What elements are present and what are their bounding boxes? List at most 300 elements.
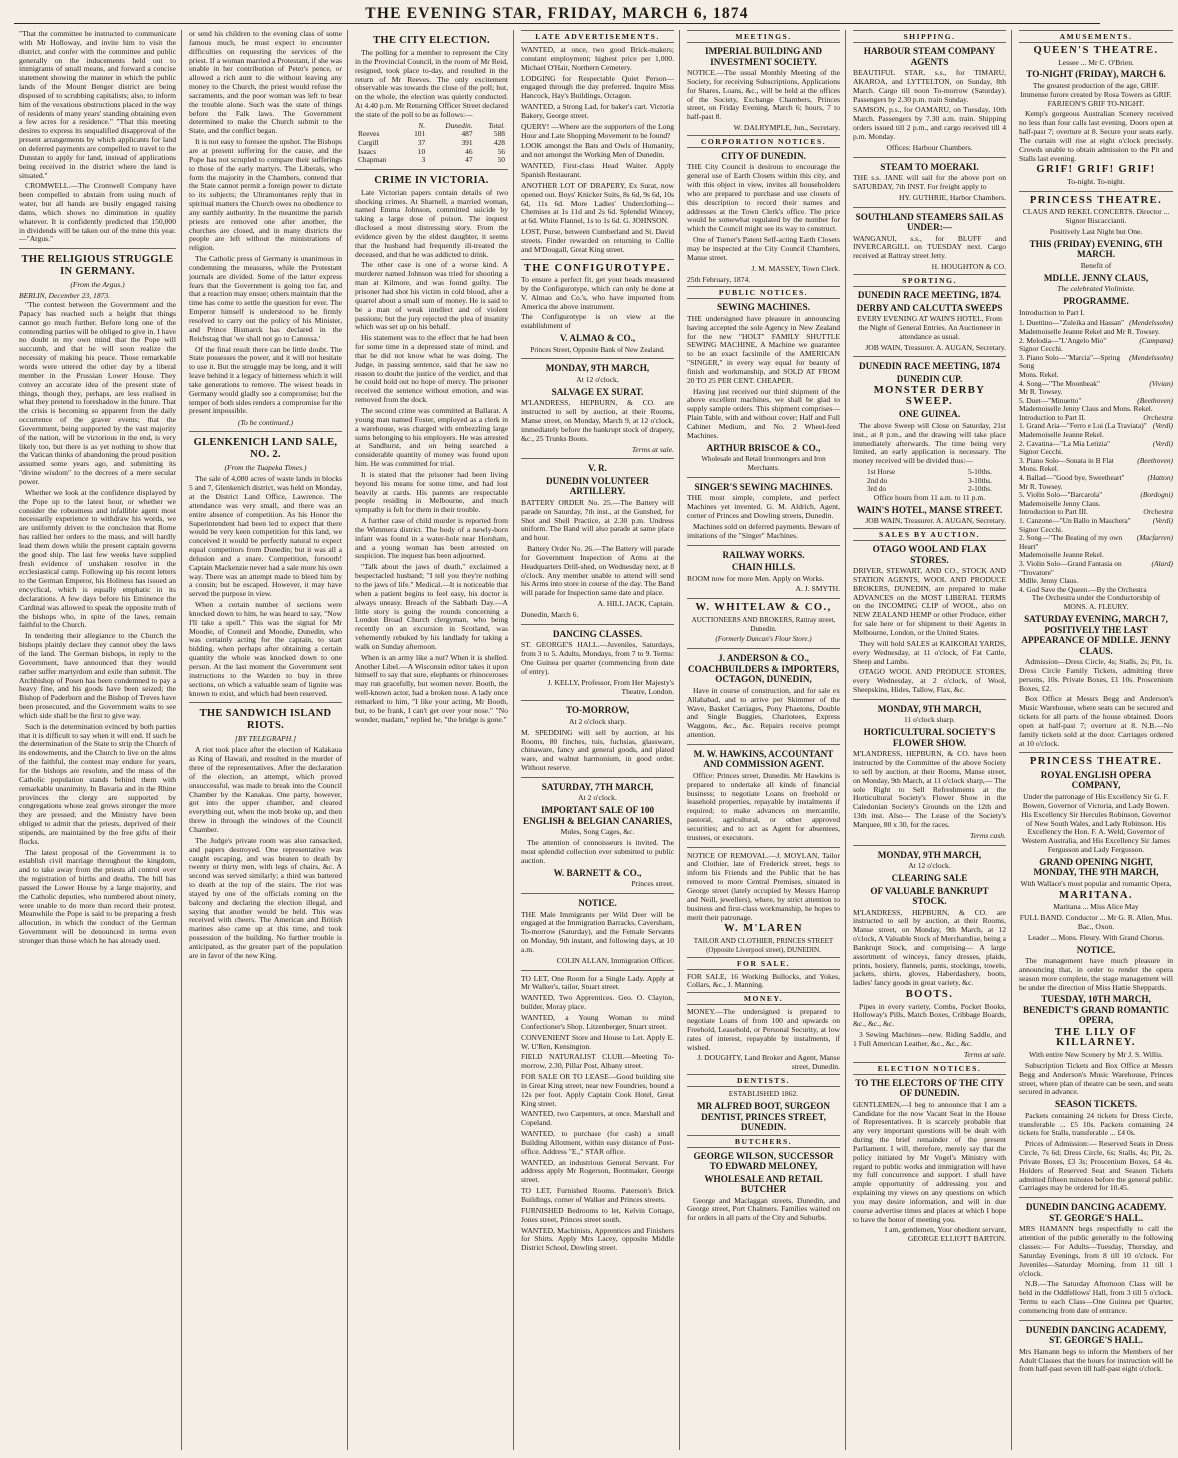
- divider: [355, 169, 508, 170]
- programme-item-composer: [1170, 586, 1173, 595]
- ad-time: 11 o'clock sharp.: [903, 715, 956, 725]
- programme-item-title: Mr R. Towsey.: [1019, 387, 1063, 397]
- ad-title: DUNEDIN VOLUNTEER ARTILLERY.: [545, 475, 650, 497]
- ad-title: SALVAGE EX SURAT.: [551, 386, 644, 397]
- section-corporation-notices: CORPORATION NOTICES.: [687, 135, 840, 148]
- programme-item-composer: (Verdi): [1152, 516, 1173, 525]
- article-text: It is stated that the prisoner had been living beyond his means for some time, and had lost heavily at cards. His parents are respectable people residing in Melbourne, and much sympathy is felt for them in their trouble.: [355, 469, 508, 515]
- ad-body: MRS HAMANN begs respectfully to call the attention of the public generally to the following classes:— For Adults—Tuesday, Thursday, and Saturday Evenings, from 8 till 10 o'clock. For Juveniles—Saturday Morning, from 11 till 1 o'clock.: [1019, 1224, 1173, 1278]
- ad-body: FULL BAND. Conductor ... Mr G. R. Allen, Mus. Bac., Oxon.: [1019, 913, 1173, 931]
- ad-body: GENTLEMEN,—I beg to announce that I am a Candidate for the now Vacant Seat in the House of Representatives. It is scarcely probable that any very important questions will be dealt with during the brief remainder of the present Parliament. I will, therefore, merely say that the policy initiated by Mr Vogel's Ministry with regard to public works and immigration will have my full concurrence and support. I shall have ample opportunity of addressing you and explaining my views on any questions on which you may desire information, and will in due course advertise times and places at which I hope to have the honor of meeting you.: [853, 1099, 1006, 1224]
- programme-item-title: Introduction to Part III.: [1019, 507, 1088, 517]
- prize-place: 1st Horse: [867, 467, 896, 477]
- programme-item: [1019, 560, 1173, 577]
- ad-body: With Wallace's most popular and romantic Opera,: [1020, 878, 1172, 888]
- table-header-cell: Dunedin.: [445, 120, 473, 130]
- programme-item: [1019, 354, 1173, 371]
- article-text: CROMWELL.—The Cromwell Company have been compelled to abstain from using much of water, but all hands are busily engaged raising dams, which shows no diminution in quality whatever. It is confidently predicted that 150,000 in dividends will be taken out of the mine this year.—"Argus.": [19, 181, 176, 244]
- article-text: "That the committee be instructed to communicate with Mr Holloway, and invite him to visit the district, and confer with the committee and public generally on the inducements held out to immigrants of small means, and forward a concise statement showing the manner in which the public lands of the Mount Benger district are being disposed of to scrubbing capitalists; also, to inform him of the vexatious obstructions placed in the way of residents of many years' standing obtaining even a few acres for a residence." "That this meeting desires to express its unqualified disapproval of the present arrangements by which applicants for land on deferred payments are compelled to travel to the Dunstan to apply for land, instead of applications being received in the district where the land is situated.": [19, 29, 176, 180]
- table-cell: 101: [414, 129, 426, 139]
- programme-item-composer: (Beethoven): [1137, 455, 1173, 465]
- ad-subtitle: OF VALUABLE BANKRUPT STOCK.: [870, 885, 989, 906]
- ad-body: The attention of connoisseurs is invited. The most splendid collection ever submitted to public auction.: [521, 838, 674, 865]
- programme-item-title: 3. Piano Solo—Sonata in B Flat: [1019, 455, 1114, 465]
- programme-title: PROGRAMME.: [1063, 296, 1129, 306]
- ad-body: WANGANUI, s.s., for BLUFF and INVERCARGILL on TUESDAY next. Cargo received at Rattray street Jetty.: [853, 233, 1006, 261]
- masthead: [14, 4, 1100, 24]
- ad-body: ROOM now for more Men. Apply on Works.: [687, 573, 824, 583]
- ad-name: W. BARNETT & CO.,: [553, 867, 642, 878]
- ad-title: DUNEDIN CUP.: [896, 373, 963, 384]
- ad-body: Leader ... Mons. Fleury. With Grand Chorus.: [1027, 932, 1165, 942]
- ad-title: RAILWAY WORKS.: [722, 549, 805, 560]
- divider: [521, 893, 674, 894]
- ad-address: Princes street.: [631, 879, 674, 889]
- article-text: A further case of child murder is reported from the Wimmera district. The body of a newly-born infant was found in a water-hole near Horsham, and a young woman has been arrested on suspicion. The inquest has been adjourned.: [355, 516, 508, 561]
- ad-body: OTAGO WOOL AND PRODUCE STORES, every Wednesday, at 2 o'clock, of Wool, Sheepskins, Hides, Tallow, Flax, &c.: [853, 667, 1006, 695]
- ad-note: Offices: Harbour Chambers.: [886, 142, 973, 152]
- programme-item-composer: (Mendelssohn): [1129, 318, 1173, 328]
- ad-title: QUEEN'S THEATRE.: [1033, 45, 1159, 56]
- classified-ad: ANOTHER LOT OF DRAPERY, Ex Surat, now opened out. Boys' Knicker Suits, 8s 6d, 9s 6d, 10s 6d, 11s 6d. More Ladies' Underclothing—Chemises at 1s 11d and 2s 6d. Splendid Wincey, at 6d. White Flannel, 1s to 1s 6d. G. JOHNSON.: [521, 180, 674, 226]
- classified-ad: LOOK amongst the Bats and Owls of Humanity, and not amongst the Working Men of Dunedin.: [521, 141, 674, 160]
- ad-body: Pipes in every variety, Combs, Pocket Books, Holloway's Pills, Match Boxes, Cribbage Boards, &c., &c., &c.: [853, 1001, 1006, 1029]
- programme-item-composer: (Mendelssohn): [1129, 352, 1173, 362]
- ad-title: GRIF! GRIF! GRIF!: [1036, 164, 1156, 176]
- divider: [687, 545, 840, 546]
- ad-date: TUESDAY, 10TH MARCH, BENEDICT'S GRAND ROMANTIC OPERA,: [1023, 994, 1169, 1026]
- ad-title: SEASON TICKETS.: [1054, 1099, 1138, 1110]
- column-1: [14, 30, 182, 1450]
- ad-title: CLEARING SALE: [891, 873, 968, 883]
- ad-subtitle: WHOLESALE AND RETAIL BUTCHER: [704, 1173, 823, 1194]
- article-text: The Catholic press of Germany is unanimous in condemning the measures, while the Protestant journals are divided. Some of the latter express fears that the Government is going too far, and that a reaction may ensue; others maintain that the time has come to settle the question for ever. The Emperor himself is understood to be firmly resolved to carry out the policy of his Minister, and Prince Bismarck has declared in the Reichstag that 'we shall not go to Canossa.': [189, 254, 342, 343]
- ad-signature: H. HOUGHTON & CO.: [931, 262, 1006, 272]
- headline-city-election: THE CITY ELECTION.: [373, 35, 490, 46]
- section-meetings: MEETINGS.: [687, 30, 840, 43]
- article-text: His statement was to the effect that he had been for some time in a depressed state of mind, and that he did not know what he was doing. The Judge, in passing sentence, said that he saw no reason to doubt the justice of the verdict, and that he could hold out no hope of mercy. The prisoner received the sentence without emotion, and was removed from the dock.: [355, 333, 508, 405]
- section-amusements: AMUSEMENTS.: [1019, 30, 1173, 43]
- table-cell: 428: [493, 137, 505, 147]
- ad-body: BEAUTIFUL STAR, s.s., for TIMARU, AKAROA, and LYTTELTON, on Sunday, 8th March. Cargo till noon To-morrow (Saturday). Passengers by 2.30 p.m. train Sunday.: [853, 68, 1006, 104]
- ad-body: Under the patronage of His Excellency Sir G. F. Bowen, Governor of Victoria, and Lady Bowen. His Excellency Sir Hercules Robinson, Governor of New South Wales, and Lady Robinson. His Excellency the Hon. F. A. Weld, Governor of Western Australia, and His Excellency Sir James Fergusson and Lady Fergusson.: [1021, 791, 1171, 855]
- programme-item-title: 4. Ballad—"Good bye, Sweetheart": [1019, 473, 1125, 483]
- programme-item-title: Mons. Rekel.: [1019, 464, 1059, 474]
- ad-title: STEAM TO MOERAKI.: [880, 161, 979, 172]
- candidate-name: Reeves: [358, 129, 380, 139]
- divider: [687, 477, 840, 478]
- ad-body: EVERY EVENING AT WAIN'S HOTEL, From the Night of General Entries. An Auctioneer in attendance as usual.: [856, 314, 1003, 341]
- ad-body: M'LANDRESS, HEPBURN, & CO. are instructed to sell by auction, at their Rooms, Manse street, on Monday, 9th March, at 12 o'clock, A Valuable Stock of Merchandise, being a Bankrupt Stock, and comprising— A large assortment of winceys, fancy dresses, plaids, prints, hosiery, flannels, pants, stockings, towels, jackets, shirts, gloves, Haberdashery, boots, ladies' fancy goods in great variety, &c.: [853, 907, 1006, 988]
- ad-name: V. ALMAO & CO.,: [559, 333, 636, 344]
- ad-title: BOOTS.: [905, 989, 954, 1001]
- table-cell: 56: [497, 146, 505, 156]
- programme-item-composer: (Verdi): [1152, 438, 1173, 448]
- table-cell: 588: [493, 129, 505, 139]
- article-text: Whether we look at the confidence displayed by the Pope up to the latest hour, or whether we consider the robustness and infallible agent most necessarily experience to withdraw his words, we are uniformly driven to the conclusion that Rome has rallied her orders to the mass, and will hardly lead them down while the present captain governs the good ship. The last few weeks have supplied fresh evidence of unshaken resolve in the ecclesiastical camp. Following up his recent letters to the German Emperor, his Holiness has issued an encyclical, which is equally emphatic in its declarations. A few days before his Eminence the Cardinal was allowed to speak the opposite truth of the bishops who, in spite of the laws, remain faithful to the Church.: [19, 487, 176, 630]
- section-election-notices: ELECTION NOTICES.: [853, 1062, 1006, 1075]
- divider: [687, 648, 840, 649]
- ad-terms: Terms at sale.: [963, 1049, 1006, 1059]
- ad-title: SEWING MACHINES.: [717, 302, 810, 313]
- ad-title: MONSTER DERBY SWEEP.: [873, 385, 986, 407]
- ad-body: M'LANDRESS, HEPBURN, & CO. are instructed to sell by auction, at their Rooms, Manse street, on Monday, March 9, at 12 o'clock, immediately before the bankrupt stock of drapery, &c., 25 Trunks Boots.: [521, 398, 674, 443]
- ad-title: DUNEDIN DANCING ACADEMY, ST. GEORGE'S HALL.: [1025, 1324, 1167, 1346]
- divider: [521, 777, 674, 778]
- ad-body: M'LANDRESS, HEPBURN, & CO. have been instructed by the Committee of the above Society to sell by auction, at their Rooms, Manse street, on Monday, 9th March, at 11 o'clock sharp,— The sole Right to Sell Refreshments at the Horticultural Society's Flower Show in the Caledonian Society's Grounds on the 12th and 13th inst. Also— The Lease of the Society's Marquee, 80 x 30, for the races.: [853, 749, 1006, 829]
- programme-item-composer: (Verdi): [1152, 421, 1173, 431]
- ad-name: WAIN'S HOTEL, MANSE STREET.: [856, 504, 1003, 515]
- section-public-notices: PUBLIC NOTICES.: [687, 286, 840, 299]
- poll-results-table: [355, 122, 508, 165]
- divider: [687, 847, 840, 848]
- ad-title: TO THE ELECTORS OF THE CITY OF DUNEDIN.: [855, 1077, 1004, 1099]
- programme-item-composer: [1170, 577, 1173, 586]
- headline-land-sale: GLENKENICH LAND SALE, NO. 2.: [193, 437, 338, 461]
- ad-title: IMPERIAL BUILDING AND INVESTMENT SOCIETY.: [705, 46, 822, 67]
- classified-ad: CONVENIENT Store and House to Let. Apply E. W. U'Ren, Kensington.: [521, 1032, 674, 1051]
- programme-item-title: 1. Canzone—"Un Ballo in Maschera": [1019, 516, 1131, 525]
- ad-name: W. M'LAREN: [724, 923, 803, 935]
- section-shipping: SHIPPING.: [853, 30, 1006, 43]
- column-5: [682, 30, 846, 1450]
- ad-title: THE CONFIGUROTYPE.: [523, 262, 672, 274]
- ad-body: To-night. To-night.: [1067, 176, 1125, 186]
- article-text: Of the final result there can be little doubt. The State possesses the power, and it will not hesitate to use it. But the struggle may be long, and it will leave behind it a legacy of bitterness which it will take generations to remove. The wisest heads in Germany would gladly see a compromise; but the temper of both sides renders a compromise for the present impossible.: [189, 344, 342, 416]
- article-text: It is not easy to foresee the upshot. The Bishops are at present suffering for the cause, and the Pope has not scrupled to compare their sufferings to those of the early martyrs. The Liberals, who form the majority in the Chambers, contend that the State cannot permit a foreign power to dictate to its subjects; the Ultramontanes reply that in spiritual matters the Church owes no obedience to any earthly authority. In the meantime the parish priests are removed one after another, the churches are closed, and in many districts the people are left without the ministrations of religion.: [189, 137, 342, 253]
- ad-signature: W. DALRYMPLE, Jun., Secretary.: [733, 123, 840, 133]
- ad-body: THE undersigned have pleasure in announcing having accepted the sole Agency in New Zealand for the new "HOLT" FAMILY SHUTTLE SEWING MACHINE, A Machine we guarantee to be an exact facsimile of the AMERICAN "SINGER," in every way equal for beauty of finish and workmanship, and SOLD AT FROM 20 TO 25 PER CENT. CHEAPER.: [687, 313, 840, 385]
- ad-body: THE City Council is desirous to encourage the general use of Earth Closets within this city, and with this object in view, invites all householders who are prepared to purchase and use closets of this description to record their names and addresses at the Town Clerk's office. The price would be somewhat regulated by the number for which the Council might see its way to construct.: [687, 162, 840, 234]
- ad-body: The celebrated Violiniste.: [1057, 284, 1135, 294]
- ad-name: MR ALFRED BOOT, SURGEON DENTIST, PRINCES STREET, DUNEDIN.: [696, 1101, 831, 1132]
- ad-body: Lessee ... Mr C. O'Brien.: [1058, 57, 1134, 67]
- ad-date: SATURDAY EVENING, MARCH 7, POSITIVELY THE LAST APPEARANCE OF MDLLE. JENNY CLAUS.: [1021, 614, 1171, 656]
- column-3: [350, 30, 514, 1450]
- ad-body: CLAUS AND REKEL CONCERTS. Director ... Signor Biscaccianti.: [1022, 207, 1170, 226]
- ad-signature: JOB WAIN, Treasurer. A. AUGAN, Secretary.: [865, 342, 1006, 352]
- ad-title: PRINCESS THEATRE.: [1029, 756, 1163, 768]
- programme-item-title: Signor Cecchi.: [1019, 447, 1063, 457]
- programme-item-title: Signor Cecchi.: [1019, 524, 1063, 534]
- section-money: MONEY.: [687, 992, 840, 1005]
- ad-body: Box Office at Messrs Begg and Anderson's Music Warehouse, where seats can be secured and tickets for all parts of the house obtained. Doors open at half-past 7; overture at 8. N.B.—No family tickets sold at the door. Carriages ordered at 10 o'clock.: [1019, 694, 1173, 748]
- classified-ad: WANTED, a Young Woman to mind Confectioner's Shop. Litzenberger, Stuart street.: [521, 1012, 674, 1031]
- ad-title: ROYAL ENGLISH OPERA COMPANY,: [1040, 769, 1152, 791]
- table-cell: 37: [417, 137, 426, 147]
- ad-title: NOTICE.: [1076, 944, 1116, 955]
- programme-item-title: 4. Song—"The Moonbeak": [1019, 378, 1100, 388]
- ad-title: SOUTHLAND STEAMERS SAIL AS UNDER:—: [855, 211, 1004, 233]
- classified-ad: WANTED, to purchase (for cash) a small Building Allotment, within easy distance of Post-office. Address "E.," STAR office.: [521, 1129, 674, 1156]
- section-for-sale: FOR SALE.: [687, 957, 840, 970]
- divider: [189, 702, 342, 703]
- ad-note: (Formerly Duncan's Flour Store.): [715, 635, 812, 644]
- section-sporting: SPORTING.: [853, 274, 1006, 287]
- programme-item-composer: Orchestra: [1143, 412, 1173, 422]
- article-source: (From the Tuapeka Times.): [224, 463, 307, 473]
- classified-ad: FOR SALE OR TO LEASE—Good building site in Great King street, near new Foundries, bound a 12s per foot. Apply Captain Cook Hotel, Great King street.: [521, 1072, 674, 1108]
- ad-date: GRAND OPENING NIGHT, MONDAY, THE 9TH MARCH,: [1033, 856, 1159, 878]
- programme-item-composer: (Beethoven): [1137, 395, 1173, 405]
- divider: [1019, 1320, 1173, 1321]
- divider: [521, 358, 674, 359]
- article-text: When a certain number of sections were knocked down to him, he was heard to say, "Now I'll take a spell." This was the signal for Mr Moodie, of Conneil and Moodie, Dunedin, who was certainly acting for the captain, to start bidding, when perhaps after obtaining a certain quantity the whole was knocked down to one person. At the last moment the Government sent instructions to the Warden to buy in three sections, on which a valuable seam of lignite was known to exist, and which had been reserved.: [189, 600, 342, 698]
- ad-body: Subscription Tickets and Box Office at Messrs Begg and Anderson's Music Warehouse, Princes street, where plan of theatre can be seen, and seats secured in advance.: [1019, 1060, 1173, 1097]
- ad-signature: JOB WAIN, Treasurer. A. AUGAN, Secretary.: [865, 516, 1006, 526]
- table-cell: 3: [421, 155, 426, 165]
- ad-address: Princes Street, Opposite Bank of New Zealand.: [530, 345, 665, 354]
- ad-body: They will hold SALES at KAIKORAI YARDS, every Wednesday, at 11 o'clock, of Fat Cattle, Sheep and Lambs.: [853, 638, 1006, 666]
- ad-body: Maritana ... Miss Alice May: [1053, 902, 1139, 912]
- prize-share: 3-10ths.: [967, 475, 992, 485]
- table-cell: 487: [461, 129, 473, 139]
- table-cell: 10: [417, 146, 426, 156]
- ad-body: One of Turner's Patent Self-acting Earth Closets may be inspected at the City Council Chambers, Manse street.: [687, 235, 840, 262]
- ad-body: Having just received our third shipment of the above excellent machines, we shall be glad to supply sample orders. This shipment comprises—Plain Table, with and without cover; Half and Full Cabinet Medium, and No. 2 Wheel-feed Machines.: [687, 386, 840, 440]
- ad-body: With entire New Scenery by Mr J. S. Willis.: [1028, 1049, 1164, 1059]
- ad-vr: V. R.: [588, 463, 607, 474]
- classified-ad: WANTED, an industrious General Servant. For address apply Mr Rogerson, Bootmaker, George street.: [521, 1157, 674, 1185]
- classified-ad: TO LET, Furnished Rooms. Paterson's Brick Buildings, corner of Walker and Princes streets.: [521, 1186, 674, 1204]
- classified-ad: QUERY! —Where are the supporters of the Long Hour and Late Shopping Movement to be found?: [521, 121, 674, 140]
- ad-name: J. ANDERSON & CO., COACHBUILDERS & IMPORTERS, OCTAGON, DUNEDIN,: [687, 653, 840, 685]
- ad-body: Prices of Admission:— Reserved Seats in Dress Circle, 7s 6d; Dress Circle, 6s; Stalls, 4s; Pit, 2s. Private Boxes, £3 3s; Proscenium Boxes, £4 4s. Holders of Reserved Seat and Season Tickets admitted fifteen minutes before the general public. Carriages may be ordered for 10.45.: [1019, 1139, 1173, 1193]
- divider: [687, 744, 840, 745]
- ad-body: Benefit of: [1080, 260, 1112, 270]
- ad-body: The management have much pleasure in announcing that, in order to render the opera season more complete, the stage management will be under the direction of Miss Hattie Sheppards.: [1019, 956, 1173, 992]
- prize-share: 5-10ths.: [967, 467, 992, 477]
- programme-item-title: Mons. Rekel.: [1019, 369, 1059, 379]
- ad-body: The greatest production of the age, GRIF. Immense furore created by Rosa Towers as GRIF. FARJEON'S GRIF TO-NIGHT.: [1020, 80, 1172, 108]
- ad-date: TO-NIGHT (FRIDAY), MARCH 6.: [1026, 69, 1166, 80]
- ad-title: DUNEDIN RACE MEETING, 1874.: [857, 290, 1002, 300]
- ad-date: MONDAY, 9TH MARCH,: [877, 703, 982, 714]
- article-text: The polling for a member to represent the City in the Provincial Council, in the room of Mr Reid, resigned, took place to-day, and resulted in the return of Mr Reeves. The only excitement observable was towards the close of the poll; but, on the whole, the election was quietly conducted. At 4.40 p.m. Mr Returning Officer Street declared the state of the poll to be as follows:—: [355, 48, 508, 119]
- divider: [687, 598, 840, 599]
- ad-note: Office hours from 11 a.m. to 11 p.m.: [873, 492, 986, 502]
- ad-body: To ensure a perfect fit, get your heads measured by the Configurotype, which can only be done at V. Almao and Co.'s, who have imported from America the above instrument.: [521, 275, 674, 311]
- programme-list: [1019, 319, 1173, 594]
- programme-item-title: Mademoiselle Jenny Claus.: [1019, 498, 1101, 508]
- programme-item: [1019, 534, 1173, 551]
- ad-terms: Terms at sale.: [631, 444, 674, 454]
- article-text: In tendering their allegiance to the Church the bishops plainly declare they cannot obey the laws of the land. The German bishops, in reply to the Government, have announced that they would rather suffer martyrdom and exile than submit. The Archbishop of Posen has been condemned to pay a heavy fine, and his goods have been seized; the Bishop of Paderborn and the Bishop of Treves have been prosecuted, and the Government waits to see which side shall be the first to give way.: [19, 631, 176, 720]
- ad-time: At 12 o'clock,: [576, 374, 619, 384]
- divider: [853, 207, 1006, 208]
- table-header-cell: Total.: [488, 120, 505, 130]
- ad-body: NOTICE.—The usual Monthly Meeting of the Society, for receiving Subscriptions, Applications for Shares, Loans, &c., will be held at the offices of the Society, Exchange Chambers, Princes street, on Friday Evening, March 6; hours, 7 to half-past 8.: [687, 68, 840, 122]
- table-cell: 46: [465, 146, 473, 156]
- classified-ad: WANTED, Machinists, Apprentices and Finishers for Shirts. Apply Mrs Lacey, opposite Middle District School, Dowling street.: [521, 1225, 674, 1253]
- programme-item-title: 2. Melodia—"L'Angelo Mio": [1019, 335, 1107, 345]
- divider: [521, 624, 674, 625]
- programme-item-composer: Orchestra: [1143, 507, 1173, 517]
- ad-title: HORTICULTURAL SOCIETY'S FLOWER SHOW.: [863, 727, 996, 748]
- table-header-cell: N.: [418, 120, 426, 130]
- programme-item-composer: (Campana): [1139, 335, 1173, 345]
- headline-crime-victoria: CRIME IN VICTORIA.: [374, 174, 489, 186]
- section-butchers: BUTCHERS.: [687, 1135, 840, 1148]
- programme-item-title: 2. Song—"The Beating of my own Heart": [1019, 533, 1123, 551]
- ad-body: ST. GEORGE'S HALL.—Juveniles, Saturdays, from 3 to 5. Adults, Mondays, from 7 to 9. Terms: One Guinea per quarter (commencing from date of entry).: [521, 640, 674, 676]
- section-late-advertisements: LATE ADVERTISEMENTS.: [521, 30, 674, 43]
- divider: [1019, 191, 1173, 192]
- article-source: (From the Argus.): [70, 280, 125, 290]
- programme-item-composer: (Hatton): [1147, 473, 1173, 483]
- ad-date: Dunedin, March 6.: [521, 610, 579, 619]
- programme-item-title: Mademoiselle Jeanne Rekel.: [1019, 430, 1104, 440]
- programme-item-title: 1. Grand Aria—"Ferro e Lui (La Traviata)": [1019, 421, 1147, 431]
- classified-ad: LODGING for Respectable Quiet Person—engaged through the day preferred. Inquire Miss Hancock, Hay's Buildings, Octagon.: [521, 73, 674, 101]
- ad-title: MARITANA.: [1059, 889, 1133, 901]
- divider: [853, 699, 1006, 700]
- ad-body: DRIVER, STEWART, AND CO., STOCK AND STATION AGENTS, WOOL AND PRODUCE BROKERS, DUNEDIN, are prepared to make ADVANCES on the MOST LIBERAL TERMS on the INCOMING CLIP of WOOL, also on NEW ZEALAND HEMP or other Produce, either for sale here or for shipment to their Agents in Melbourne, London, or the United States.: [853, 566, 1006, 637]
- ad-body: Packets containing 24 tickets for Dress Circle, transferable ... £5 10s. Packets containing 24 tickets for Stalls, transferable ... £4 0s.: [1019, 1110, 1173, 1138]
- ad-date: THIS (FRIDAY) EVENING, 6TH MARCH.: [1029, 238, 1163, 260]
- programme-item-title: Mademoiselle Jenny Claus and Mons. Rekel.: [1019, 404, 1153, 414]
- ad-name: W. WHITELAW & CO.,: [695, 602, 832, 614]
- divider: [521, 259, 674, 260]
- ad-signature: J. M. MASSEY, Town Clerk.: [751, 263, 840, 273]
- programme-item-title: Mademoiselle Jeanne Rekel and Mr R. Towsey.: [1019, 326, 1160, 336]
- ad-date: MONDAY, 9TH MARCH,: [545, 363, 650, 374]
- ad-name: M. W. HAWKINS, ACCOUNTANT AND COMMISSION AGENT.: [693, 748, 834, 770]
- ad-date: SATURDAY, 7TH MARCH,: [541, 781, 654, 792]
- table-cell: 50: [497, 155, 505, 165]
- divider: [853, 356, 1006, 357]
- ad-time: At 12 o'clock.: [908, 861, 951, 871]
- ad-body: SAMSON, p.s., for OAMARU, on Tuesday, 10th March. Passengers by 7.30 a.m. train. Shipping orders issued till 2 p.m., and cargo received till 4 p.m. Monday.: [853, 105, 1006, 141]
- divider: [1019, 1197, 1173, 1198]
- ad-body: Have in course of construction, and for sale ex Allahabad, and to arrive per Skimmer of the Wave, Basket Carriages, Pony Phaetons, Double and Single Buggies, Chariotees, Express Waggons, &c., &c. Repairs receive prompt attention.: [687, 685, 840, 740]
- ad-body: THE most simple, complete, and perfect Machines yet invented. G. M. Aldrich, Agent, corner of Princes and Dowling streets, Dunedin.: [687, 493, 840, 521]
- masthead-title: THE EVENING STAR, FRIDAY, MARCH 6, 1874: [365, 4, 749, 22]
- classified-ad: TO LET, One Room for a Single Lady. Apply at Mr Walker's, tailor, Stuart street.: [521, 973, 674, 992]
- column-4: [516, 30, 680, 1450]
- candidate-name: Chapman: [358, 155, 387, 165]
- ad-title: IMPORTANT SALE OF 100 ENGLISH & BELGIAN CANARIES,: [522, 805, 673, 826]
- ad-title: MDLLE. JENNY CLAUS,: [1043, 272, 1149, 283]
- divider: [521, 970, 674, 971]
- programme-item-composer: (Alard): [1151, 558, 1173, 568]
- article-text: A riot took place after the election of Kalakaua as King of Hawaii, and resulted in the murder of three of the representatives. After the declaration of the election, an attempt, which proved unsuccessful, was made to break into the Council Chamber by the Kanakas. One party, however, got into the upper chamber, and cleared everything out, when the mob broke up, and then threw in through the windows of the Council Chamber.: [189, 745, 342, 834]
- classified-ad: WANTED, two Carpenters, at once. Marshall and Copeland.: [521, 1109, 674, 1128]
- column-6: [848, 30, 1012, 1450]
- article-text: The latest proposal of the Government is to establish civil marriage throughout the kingdom, and to take away from the priests all control over the registration of births and deaths. The bill has passed the Lower House by a large majority, and the Catholic deputies, who numbered about ninety, were unable to do more than record their protest. Meanwhile the Pope is said to be preparing a fresh allocution, in which the conduct of the German Government will be denounced in terms even stronger than those which he has already used.: [19, 847, 176, 945]
- ad-title: CITY OF DUNEDIN.: [721, 150, 806, 161]
- ad-body: The above Sweep will Close on Saturday, 21st inst., at 8 p.m., and the drawing will take place immediately afterwards. The time being very limited, an early application is necessary. The money received will be divided thus:—: [853, 420, 1006, 466]
- ad-terms: Terms cash.: [969, 830, 1006, 840]
- ad-date: MONDAY, 9TH MARCH,: [877, 849, 982, 860]
- column-7: [1014, 30, 1178, 1450]
- ad-body: Mrs Hamann begs to inform the Members of her Adult Classes that the hours for instruction will be from half-past seven till half-past eight o'clock.: [1019, 1346, 1173, 1374]
- programme-item-title: Mademoiselle Jeanne Rekel.: [1019, 550, 1104, 560]
- ad-title: OTAGO WOOL AND FLAX STORES.: [872, 544, 987, 565]
- programme-item-title: Mr R. Towsey.: [1019, 481, 1063, 491]
- programme-item-composer: (Bordogni): [1140, 490, 1173, 500]
- article-text: The sale of 4,080 acres of waste lands in blocks 5 and 7, Glenkenich district, was held on Monday, at the District Land Office, Lawrence. The attendance was very small, and there was an entire absence of competition. As his Honor the Superintendent had been led to expect that there would be very keen competition for this land, we conceived it would be perfectly natural to expect equal competitors from Dunedin; but it was all a delusion and a snare. Competition, forsooth! Captain Mackenzie never had a sale more his own way. There was an attempt made to bleed him by a cousin; but he escaped. However, it may have served the purpose in view.: [189, 474, 342, 599]
- divider: [189, 431, 342, 432]
- table-cell: 47: [465, 155, 473, 165]
- ad-signature: A. HILL JACK, Captain.: [597, 599, 674, 609]
- programme-item-title: 3. Violin Solo—Grand Fantasia on "Trovatore": [1019, 558, 1122, 577]
- ad-body: THE Male Immigrants per Wild Deer will be engaged at the Immigration Barracks, Caversham, To-morrow (Saturday), and the Female Servants on Monday, 9th instant, and following days, at 10 a.m.: [521, 909, 674, 954]
- article-source: [BY TELEGRAPH.]: [234, 734, 297, 744]
- ad-title: ONE GUINEA.: [898, 409, 961, 420]
- continued-note: (To be continued.): [237, 418, 294, 428]
- divider: [19, 248, 176, 249]
- ad-body: Office: Princes street, Dunedin. Mr Hawkins is prepared to undertake all kinds of financial business; to negotiate Loans on freehold or leasehold properties, repayable by instalments if required; to make advances on mercantile, pastoral, agricultural, or other approved securities; and to act as Agent for absentees, trustees, or executors.: [687, 770, 840, 842]
- article-text: or send his children to the evening class of some famous much, he must expect to encounter difficulties on requesting the services of the priest. If a woman married a Protestant, if she was unable in her contribution of Peter's pence, or allowed a rich aunt to die without leaving any money to the Church, the priest would refuse the sacraments, and the poor woman was left to bear the trouble alone. Such was the state of things before the Falk laws. The Government determined to make the Church submit to the State, and the conflict began.: [189, 29, 342, 136]
- ad-body: THE s.s. JANE will sail for the above port on SATURDAY, 7th INST. For freight apply to: [853, 173, 1006, 191]
- divider: [1019, 752, 1173, 753]
- prize-place: 3rd do: [867, 484, 887, 494]
- article-text: When is an army like a nut? When it is shelled. Another Libel.—A Wisconsin editor takes it upon himself to say that sure, elephants or rhinoceroses may run gracefully, but women never. Booth, the well-known actor, had a broken nose. A lady once remarked to him, "I like your acting, Mr Booth, but, to be frank, I can't get over your nose." "No wonder, madam," replied he, "the bridge is gone.": [355, 652, 508, 724]
- divider: [853, 157, 1006, 158]
- ad-signature: J. KELLY, Professor, From Her Majesty's Theatre, London.: [547, 677, 674, 696]
- ad-title: THE LILY OF KILLARNEY.: [1054, 1026, 1138, 1049]
- classified-ad: LOST, Purse, between Cumberland and St. David streets. Finder rewarded on returning to Collie and M'Dougall, Great King street.: [521, 227, 674, 254]
- ad-body: The Orchestra under the Conductorship of MONS. A. FLEURY.: [1031, 593, 1161, 612]
- article-text: "Talk about the jaws of death," exclaimed a bespectacled husband; "I tell you they're nothing to the jaws of life." Medical.—It is noticeable that when a patient begins to feel easy, his doctor is always uneasy. Breach of the Sabbath Day.—A little story is going the rounds concerning a London Broad Church clergyman, who being recently on an excursion in Scotland, was vehemently rebuked by his landlady for taking a walk on Sunday afternoon.: [355, 562, 508, 651]
- classified-ad: WANTED, First-class Head Waiter. Apply Spanish Restaurant.: [521, 161, 674, 179]
- ad-body: Positively Last Night but One.: [1049, 226, 1143, 236]
- ad-title: HARBOUR STEAM COMPANY AGENTS: [863, 46, 996, 67]
- programme-item-title: 2. Cavatina—"La Mia Letizia": [1019, 438, 1110, 448]
- programme-item-composer: (Vivian): [1149, 378, 1173, 388]
- ad-signature: I am, gentlemen, Your obedient servant, GEORGE ELLIOTT BARTON.: [884, 1225, 1006, 1244]
- ad-signature: HY. GUTHRIE, Harbor Chambers.: [899, 192, 1006, 202]
- programme-item-title: 5. Violin Solo—"Barcarola": [1019, 490, 1103, 500]
- ad-subtitle: AUCTIONEERS AND BROKERS, Rattray street, Dunedin.: [691, 615, 836, 633]
- classified-ad: FURNISHED Bedrooms to let, Kelvin Cottage, Jones street, Princes street south.: [521, 1205, 674, 1224]
- candidate-name: Cargill: [358, 137, 379, 147]
- article-text: Such is the determination evinced by both parties that it is difficult to say when it will end. If such be the determination of the State to strip the Church of its endowments, and the Church to live on the alms of the faithful, the contest may endure for years, for the bishops are resolute, and the mass of the Catholic population stands behind them with remarkable unanimity. In Bavaria and in the Rhine provinces the clergy are supported by congregations whose zeal grows stronger the more they are pressed; and the Ministry have been obliged to admit that the priests, deprived of their stipends, are maintained by the free gifts of their flocks.: [19, 721, 176, 846]
- table-row: [355, 139, 508, 148]
- programme-item-title: Signor Cecchi.: [1019, 344, 1063, 354]
- programme-item-title: Mdlle. Jenny Claus.: [1019, 576, 1079, 586]
- ad-body: BATTERY ORDER No. 25.—The Battery will parade on Saturday, 7th inst., at the Gunshed, for Shot and Shell Practice, at 2.30 p.m. Undress uniform. The Band will also parade at same place and hour.: [521, 497, 674, 543]
- ad-body: FOR SALE, 16 Working Bullocks, and Yokes, Collars, &c., J. Manning.: [687, 971, 840, 990]
- article-text: "The contest between the Government and the Papacy has reached such a height that things cannot go much further. Before long one of the contending parties will be obliged to give in. I have no doubt in my own mind that the Pope will succumb, and that he will soon realize the necessity of making his peace. Those remarkable words were uttered the other day by a liberal member in the Prussian Lower House. They convey an accurate idea of the present state of things, though they, perhaps, are less realised in what they pretend to foreshadow in the future. That the crisis is becoming so apparent from the daily occurrence of the graver events; that the Government, being supported by the vast majority of the nation, will be victorious in the end, is very likely too, but there is as yet nothing to show that the Vatican thinks of abandoning the proud position assumed some years ago, and submitting its "divine wisdom" to the decrees of a mere secular power.: [19, 300, 176, 486]
- ad-subtitle: TAILOR AND CLOTHIER, PRINCES STREET (Opposite Liverpool street), DUNEDIN.: [693, 936, 834, 954]
- ad-body: NOTICE OF REMOVAL.—J. MOYLAN, Tailor and Clothier, late of Frederick street, begs to inform his Friends and the Public that he has removed to more Central Premises, situated in George street (lately occupied by Messrs Harrop and Neill, jewellers), where, by strict attention to business and first-class workmanship, he hopes to merit their patronage.: [687, 850, 840, 922]
- ad-body: 3 Sewing Machines—new. Riding Saddle, and 1 Full American Leather, &c., &c., &c.: [853, 1030, 1006, 1048]
- ad-title: PRINCESS THEATRE.: [1029, 194, 1163, 206]
- article-text: The Judge's private room was also ransacked, and papers destroyed. One representative was caught escaping, and was beaten to death by twenty or thirty men, with legs of chairs, &c. A second was served similarly; a third was battered to death at the top of the stairs. The riot was stayed by one of the officials coming on the balcony and declaring the election illegal, and saying that another would be held. This was received with cheers. The American and British marines also came up at this time, and took possession of the building. No further trouble is anticipated, as the greater part of the population are in favor of the new King.: [189, 835, 342, 960]
- programme-item-title: 4. God Save the Queen.—By the Orchestra: [1019, 584, 1147, 594]
- ad-title: NOTICE.: [578, 898, 617, 909]
- ad-title: DERBY AND CALCUTTA SWEEPS: [856, 302, 1003, 313]
- ad-date: TO-MORROW,: [565, 705, 630, 716]
- ad-body: Battery Order No. 26.—The Battery will parade for Government Inspection of Arms at the Headquarters Drill-shed, on Wednesday next, at 8 o'clock. Any member unable to attend will send his Arms into store in course of the day. The Band will parade for Inspection same date and place.: [521, 544, 674, 598]
- ad-signature: A. J. SMYTH.: [795, 584, 840, 594]
- ad-body: The Configurotype is on view at the establishment of: [521, 312, 674, 331]
- newspaper-columns: [14, 29, 1173, 1450]
- ad-body: MONEY.—The undersigned is prepared to negotiate Loans of from 100 and upwards on Freehold, Leasehold, or Personal Security, at low rates of interest, repayable by instalments, if wished.: [687, 1007, 840, 1052]
- ad-subtitle: Wholesale and Retail Ironmongers and Iron Merchants.: [701, 455, 826, 473]
- divider: [521, 458, 674, 459]
- programme-item-composer: (Macfarren): [1136, 533, 1173, 543]
- classified-ad: WANTED, Two Apprentices. Geo. O. Clayton, builder, Moray place.: [521, 993, 674, 1012]
- prize-place: 2nd do: [867, 475, 888, 485]
- article-text: The other case is one of a worse kind. A murderer named Johnson was tried for shooting a man at Kilmore, and was found guilty. The prisoner had shot his victim in cold blood, after a quarrel about a small sum of money. He is said to be a man of weak intellect and of violent passions; but the jury rejected the plea of insanity which was set up on his behalf.: [355, 260, 508, 332]
- ad-subtitle: ESTABLISHED 1862.: [728, 1089, 799, 1099]
- divider: [521, 700, 674, 701]
- ad-name: GEORGE WILSON, SUCCESSOR TO EDWARD MELONEY,: [693, 1150, 834, 1171]
- programme-item-title: 3. Piano Solo—"Marcia"—Spring Song: [1019, 352, 1121, 371]
